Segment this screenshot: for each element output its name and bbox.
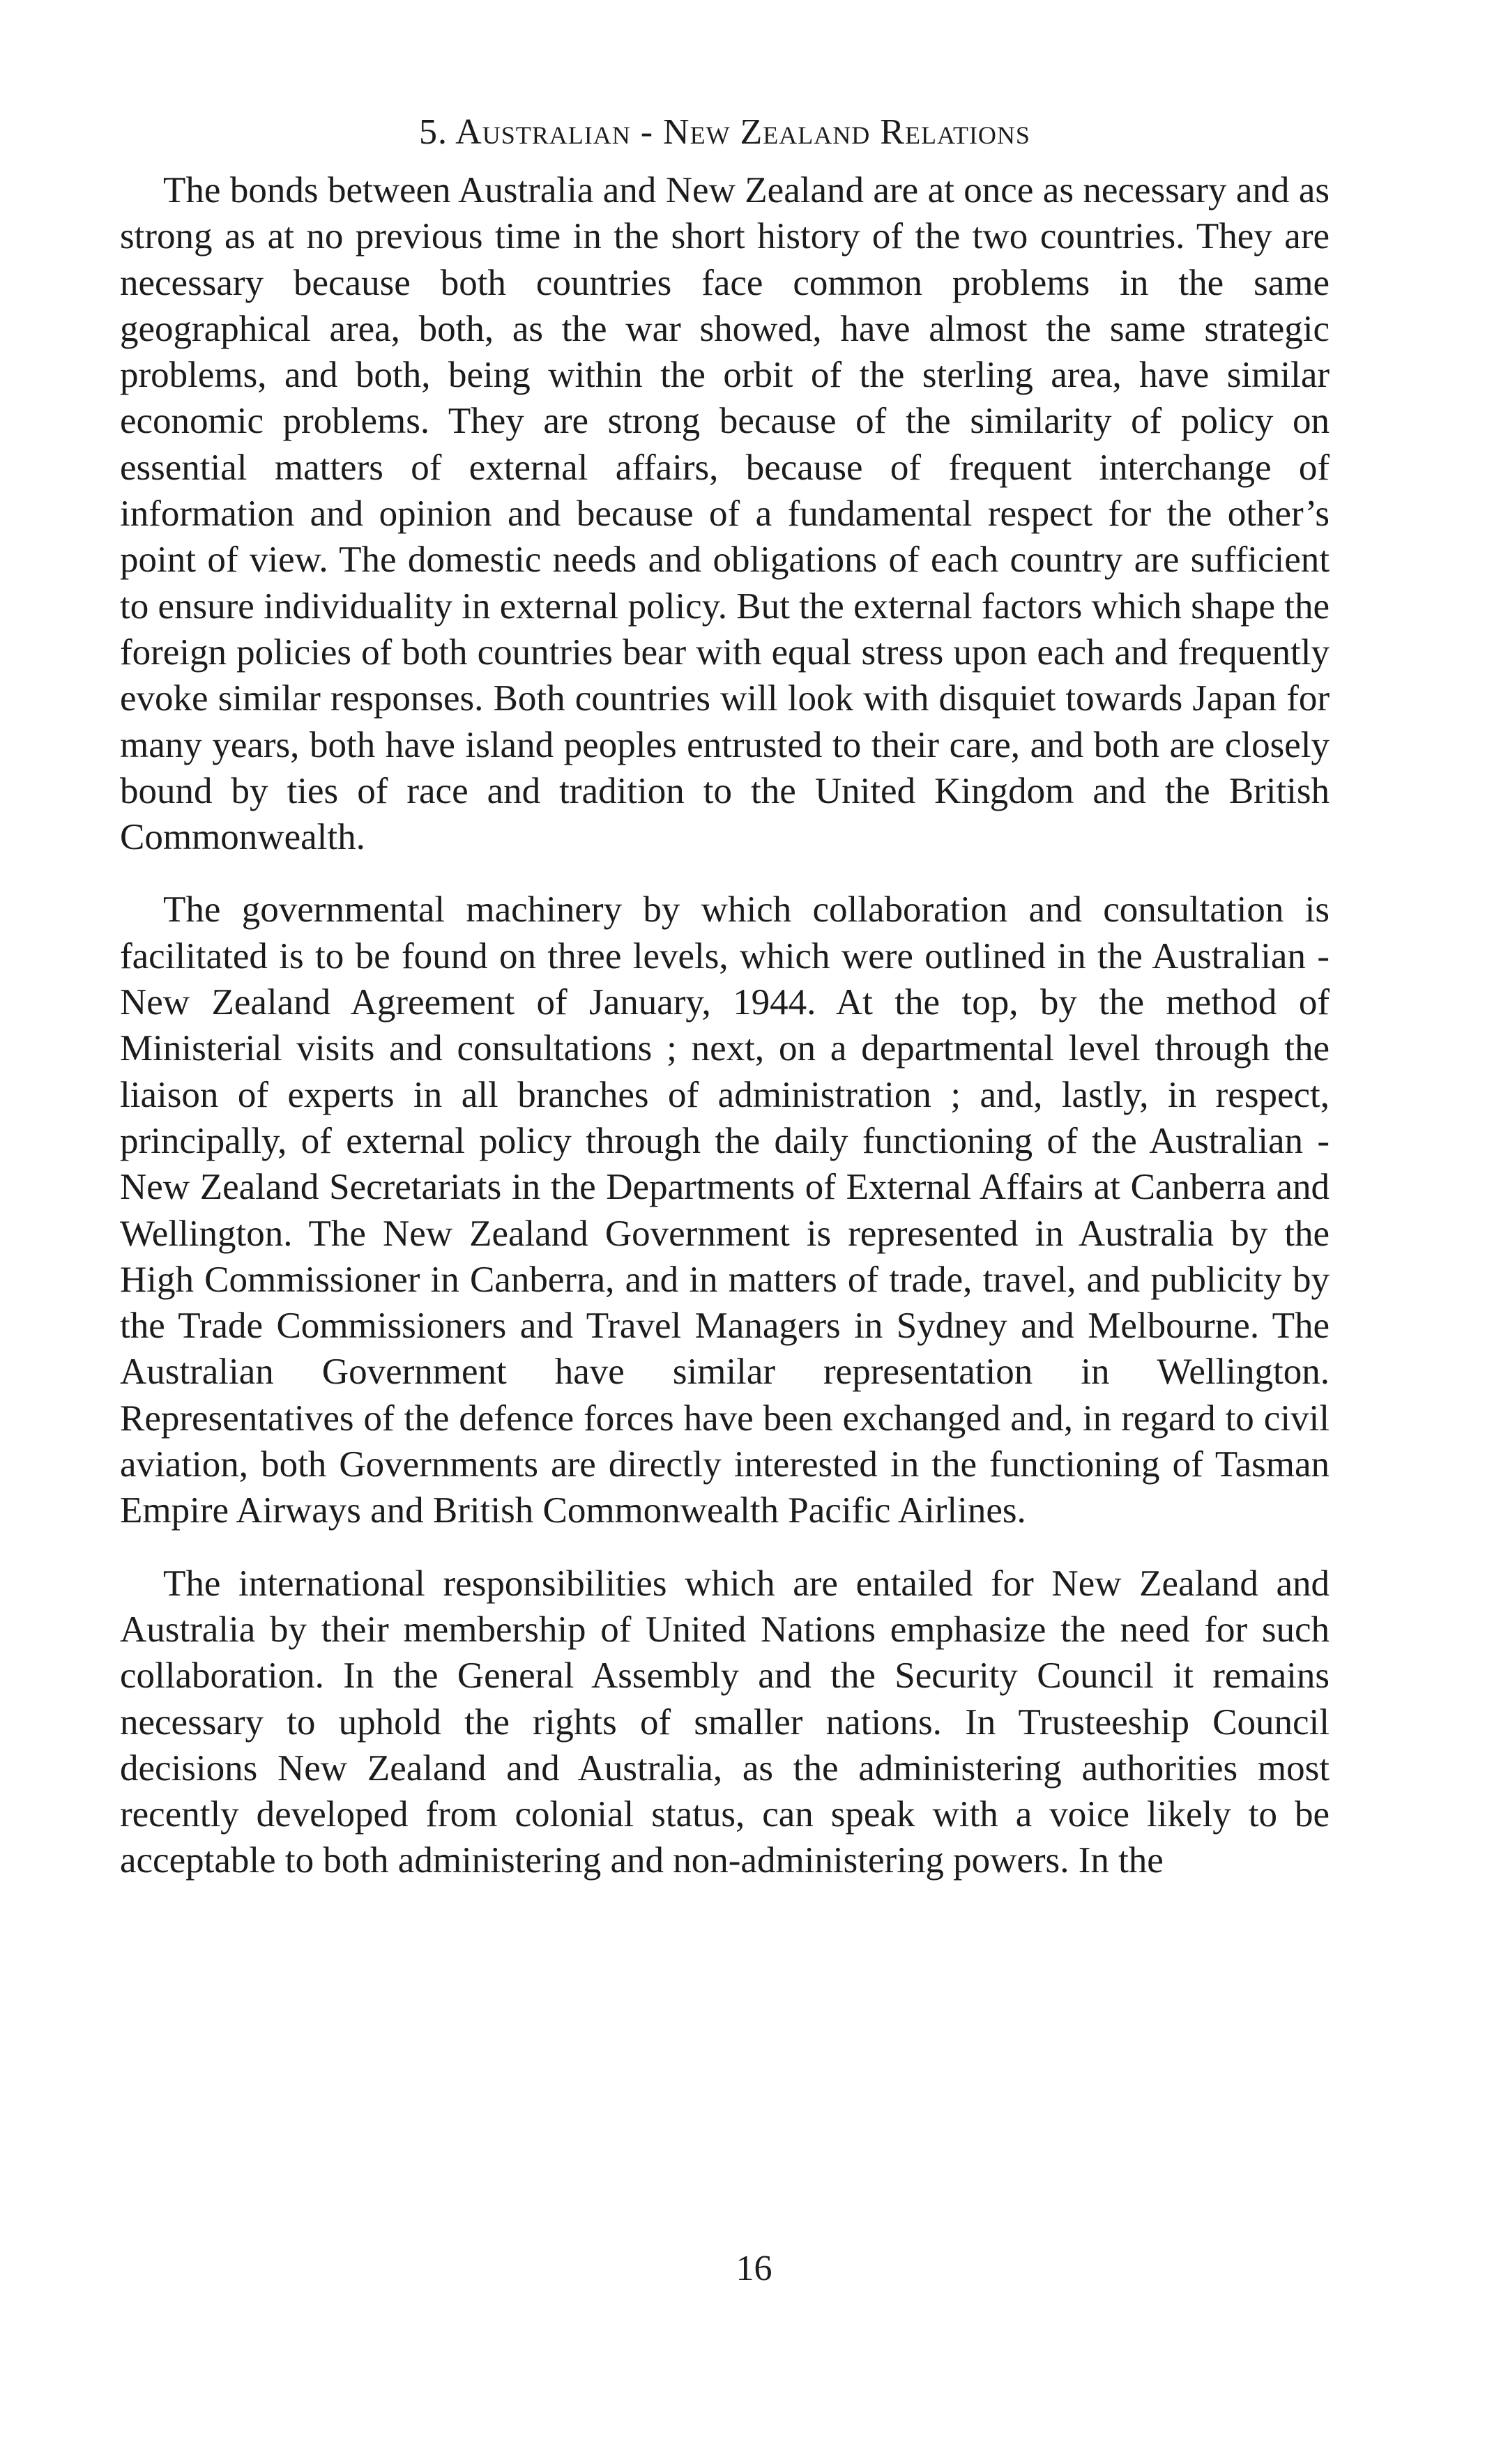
paragraph-bonds: The bonds between Australia and New Zealand are at once as necessary and as strong as at no previous time in the short history of the two countries. They are necessary because both countries face common problems in the same geographical area, both, as the war showed, have almost the same strategic problems, and both, being within the orbit of the sterling area, have similar economic problems. They are strong because of the similarity of policy on essential matters of external affairs, because of frequent interchange of information and opinion and because of a fundamental respect for the other’s point of view. The domestic needs and obligations of each country are sufficient to ensure individuality in external policy. But the external factors which shape the foreign policies of both countries bear with equal stress upon each and frequently evoke similar responses. Both countries will look with disquiet towards Japan for many years, both have island peoples entrusted to their care, and both are closely bound by ties of race and tradition to the United Kingdom and the British Commonwealth. <box>120 170 1330 858</box>
page-body <box>120 112 1330 1884</box>
paragraph-machinery: The governmental machinery by which collaboration and consultation is facilitated is to be found on three levels, which were outlined in the Australian - New Zealand Agreement of January, 1944. At the top, by the method of Ministerial visits and consultations ; next, on a departmental level through the liaison of experts in all branches of administration ; and, lastly, in respect, principally, of external policy through the daily functioning of the Australian - New Zealand Secretariats in the Departments of External Affairs at Canberra and Wellington. The New Zealand Government is represented in Australia by the High Commissioner in Canberra, and in matters of trade, travel, and publicity by the Trade Commissioners and Travel Managers in Sydney and Melbourne. The Australian Government have similar representation in Wellington. Representatives of the defence forces have been exchanged and, in regard to civil aviation, both Governments are directly interested in the functioning of Tasman Empire Airways and British Commonwealth Pacific Airlines. <box>120 889 1330 1531</box>
page-number: 16 <box>736 2249 772 2288</box>
section-heading: 5. Australian - New Zealand Relations <box>419 112 1030 152</box>
paragraph-responsibilities: The international responsibilities which are entailed for New Zealand and Australia by their membership of United Nations emphasize the need for such collaboration. In the General Assembly and the Security Council it remains necessary to uphold the rights of smaller nations. In Trusteeship Council decisions New Zealand and Australia, as the administering authorities most recently developed from colonial status, can speak with a voice likely to be acceptable to both administering and non-administering powers. In the <box>120 1563 1330 1881</box>
